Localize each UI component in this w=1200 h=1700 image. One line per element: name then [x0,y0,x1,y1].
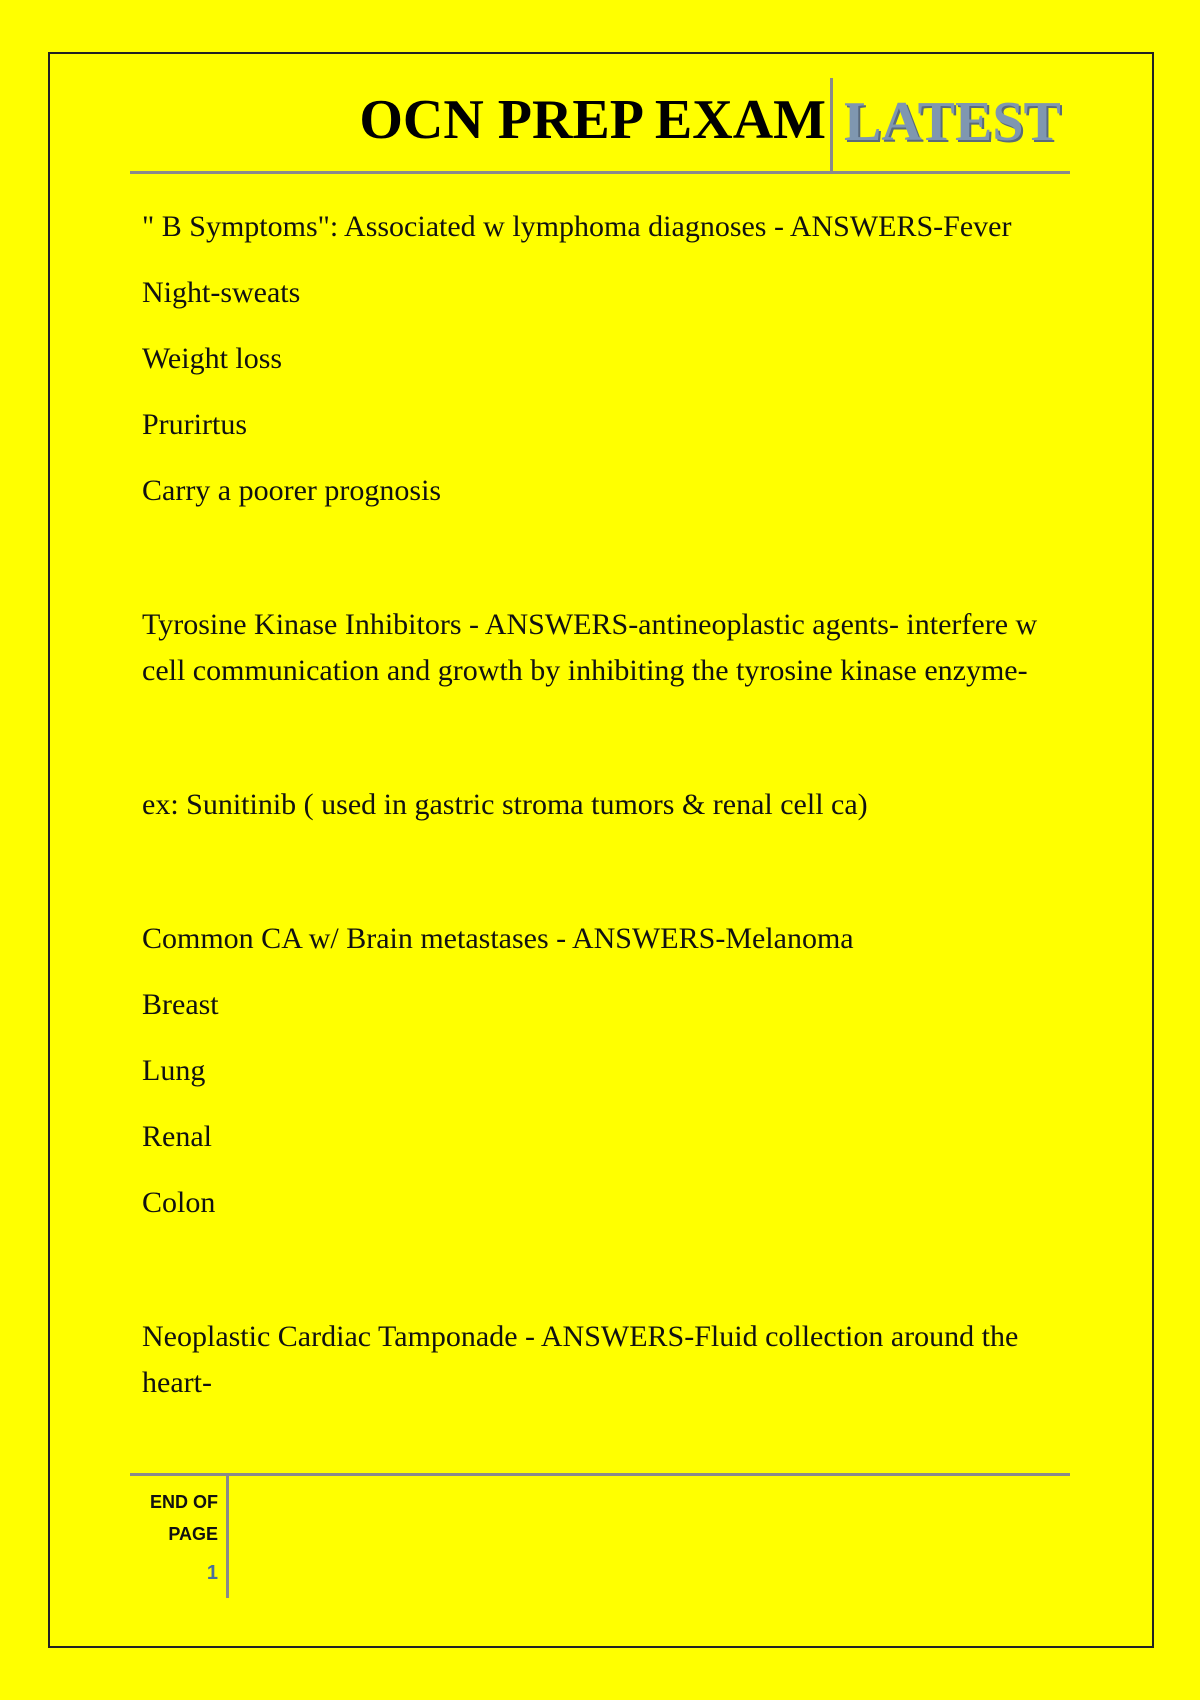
b-symptoms-line: Weight loss [142,342,283,375]
b-symptoms-line: Night-sweats [142,276,301,309]
spacer [142,714,1072,782]
brain-mets-question: Common CA w/ Brain metastases - ANSWERS-Melanoma [142,922,854,955]
spacer [142,1246,1072,1314]
b-symptoms-line: Prurirtus [142,408,247,441]
b-symptoms-line: Carry a poorer prognosis [142,474,442,507]
b-symptoms-question: " B Symptoms": Associated w lymphoma diagnoses - ANSWERS-Fever [142,210,1012,243]
page-header [130,78,1070,174]
tki-question: Tyrosine Kinase Inhibitors - ANSWERS-antineoplastic agents- interfere w cell communication and growth by inhibiting the tyrosine kinase enzyme- [142,608,1038,687]
page-footer [130,1473,1070,1584]
header-divider [830,78,833,171]
latest-tag: LATEST [844,91,1061,153]
document-body [142,204,1072,1426]
footer-divider [226,1476,229,1598]
brain-mets-line: Colon [142,1186,216,1219]
document-title: OCN PREP EXAM [359,89,826,151]
brain-mets-line: Breast [142,988,219,1021]
tamponade-question: Neoplastic Cardiac Tamponade - ANSWERS-Fluid collection around the heart- [142,1320,1019,1399]
brain-mets-line: Lung [142,1054,206,1087]
end-of-page-label [130,1486,218,1550]
end-of-page-line1: END OF [149,1492,218,1512]
page-number: 1 [206,1562,218,1584]
brain-mets-line: Renal [142,1120,212,1153]
end-of-page-line2: PAGE [168,1524,218,1544]
spacer [142,534,1072,602]
tki-example: ex: Sunitinib ( used in gastric stroma tumors & renal cell ca) [142,788,868,821]
spacer [142,848,1072,916]
